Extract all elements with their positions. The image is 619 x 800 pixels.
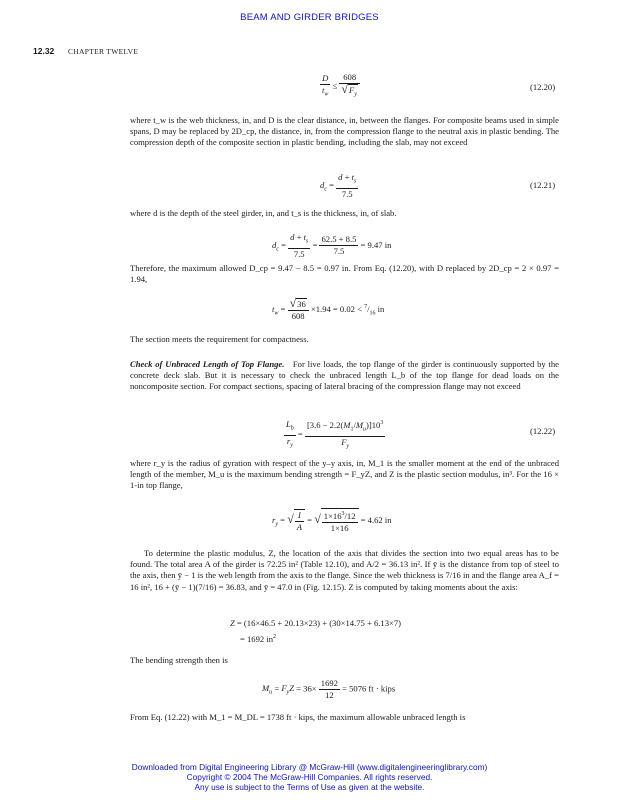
running-header: BEAM AND GIRDER BRIDGES [240, 12, 379, 23]
equation-dc-computation: $d_c$ = $\frac{d + t_s}{7.5}$ = $\frac{62.5 + 8.5}{7.5}$ = 9.47 in [272, 232, 392, 259]
footer-download-link[interactable]: Downloaded from Digital Engineering Library @ McGraw-Hill (www.digitalengineeringlibrary.com) [131, 762, 488, 772]
equation-z-result: = 1692 $in^2$ [240, 633, 277, 644]
paragraph-compactness [130, 334, 559, 345]
equation-mu-computation: $M_u = F_yZ = 36\times$ $\frac{1692}{12}$ = 5076 ft · kips [262, 678, 396, 700]
equation-number-12-20: (12.20) [530, 82, 556, 92]
paragraph-text: From Eq. (12.22) with M_1 = M_DL = 1738 ft · kips, the maximum allowable unbraced length is [130, 712, 466, 722]
equation-12-20: $\frac{D}{t_w}$ ≤ $\frac{608}{√F_y}$ [320, 72, 360, 101]
chapter-title: CHAPTER TWELVE [68, 47, 139, 56]
equation-number-12-22: (12.22) [530, 426, 556, 436]
equation-ry-computation: $r_y$ = √ $\frac{I}{A}$ = √ $\frac{1\times 16^3/12}{1\times 16}$ = 4.62 in [272, 509, 392, 533]
paragraph-bending-strength [130, 655, 559, 666]
equation-z-computation: Z = (16×46.5 + 20.13×23) + (30×14.75 + 6.13×7) [230, 618, 402, 628]
paragraph-text: For live loads, the top flange of the girder is continuously supported by the concrete deck slab. But it is necessary to check the unbraced length L_b of the top flange for dead loads on the noncomposite section. For compact sections, spacing of lateral bracing of the compression flange may not exceed [130, 359, 559, 392]
paragraph-unbraced-length [130, 359, 559, 393]
paragraph-web-thickness [130, 115, 559, 149]
page-number: 12.32 [33, 46, 55, 56]
paragraph-text: The bending strength then is [130, 655, 228, 665]
footer-terms: Any use is subject to the Terms of Use as given at the website. [194, 781, 425, 792]
equation-tw-check: $t_w$ = $\frac{√36}{608}$ $\times 1.94 = 0.02 < ^7/_{16}$ in [272, 296, 385, 321]
paragraph-max-dcp [130, 263, 559, 285]
equation-number-12-21: (12.21) [530, 180, 556, 190]
paragraph-text: where d is the depth of the steel girder, in, and t_s is the thickness, in, of slab. [130, 208, 397, 218]
paragraph-radius-gyration [130, 458, 559, 492]
equation-12-21: $d_c$ = $\frac{d + t_s}{7.5}$ [320, 172, 357, 199]
section-heading: Check of Unbraced Length of Top Flange. [130, 359, 285, 369]
paragraph-depth-definition [130, 208, 559, 219]
paragraph-plastic-modulus [130, 548, 559, 593]
paragraph-text: The section meets the requirement for compactness. [130, 334, 309, 344]
footer [0, 763, 619, 792]
paragraph-text: where r_y is the radius of gyration with respect of the y–y axis, in, M_1 is the smaller moment at the end of the unbraced length of the member, M_u is the maximum bending strength = F_yZ, and Z is the plastic section modulus, in³. For the 16 × 1-in top flange, [130, 458, 559, 491]
equation-12-22: $\frac{L_b}{r_y}$ = $\frac{[3.6 - 2.2(M_1/M_u)]10^3}{F_y}$ [286, 418, 384, 450]
paragraph-text: Therefore, the maximum allowed D_cp = 9.47 − 8.5 = 0.97 in. From Eq. (12.20), with D replaced by 2D_cp = 2 × 0.97 = 1.94, [130, 263, 559, 285]
paragraph-max-unbraced [130, 712, 559, 723]
footer-copyright: Copyright © 2004 The McGraw-Hill Companies. All rights reserved. [186, 771, 433, 782]
paragraph-text: To determine the plastic modulus, Z, the location of the axis that divides the section into two equal areas has to be found. The total area A of the girder is 72.25 in² (Table 12.10), and A/2 = 36.13 in². If ȳ is the distance from top of steel to the axis, then ȳ − 1 is the web length from the axis to the flange. Since the web thickness is 7/16 in and the flange area A_f = 16 in², 16 + (ȳ − 1)(7/16) = 36.83, and ȳ = 47.0 in (Fig. 12.15). Z is computed by taking moments about the axis: [130, 548, 559, 592]
paragraph-text: where t_w is the web thickness, in, and D is the clear distance, in, between the flanges. For composite beams used in simple spans, D may be replaced by 2D_cp, the distance, in, from the compression flange to the neutral axis in plastic bending. The compression depth of the composite section in plastic bending, including the slab, may not exceed [130, 115, 559, 148]
